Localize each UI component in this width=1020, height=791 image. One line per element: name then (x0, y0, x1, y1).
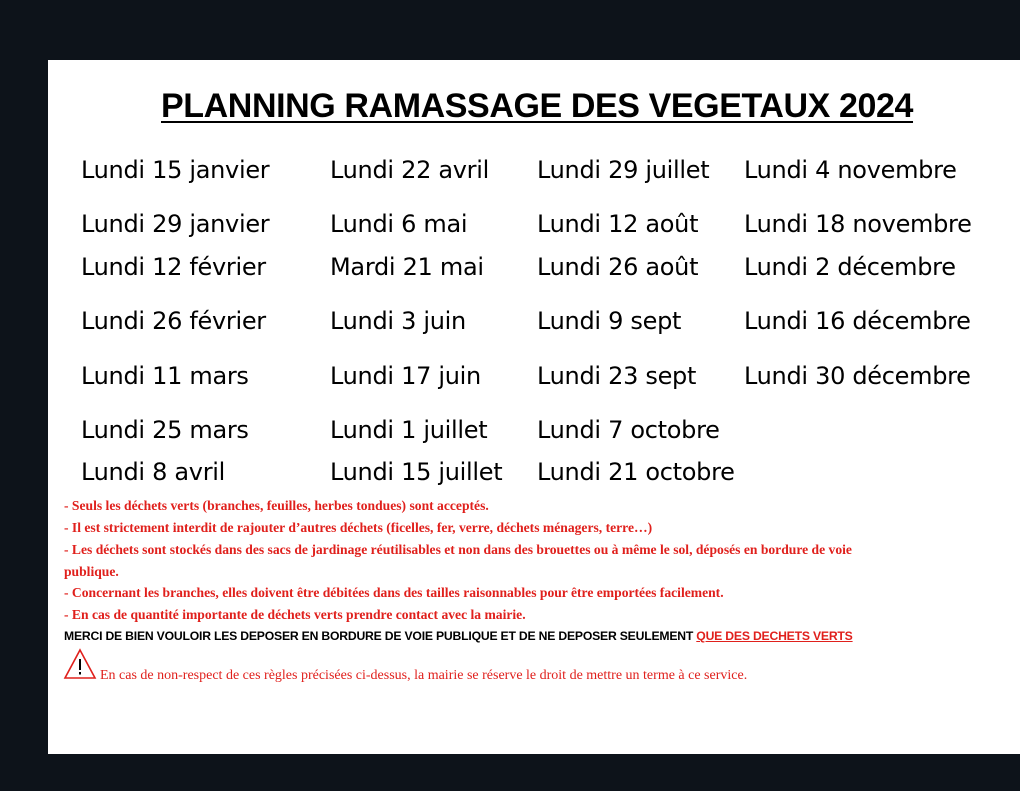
date-col2-row3: Mardi 21 mai (330, 253, 484, 281)
date-col3-row4: Lundi 9 sept (537, 307, 682, 335)
merci-highlight: QUE DES DECHETS VERTS (696, 629, 853, 643)
date-col2-row5: Lundi 17 juin (330, 362, 481, 390)
date-col3-row5: Lundi 23 sept (537, 362, 697, 390)
date-col3-row2: Lundi 12 août (537, 210, 699, 238)
date-col1-row1: Lundi 15 janvier (81, 156, 270, 184)
date-col1-row6: Lundi 25 mars (81, 416, 249, 444)
date-col3-row6: Lundi 7 octobre (537, 416, 720, 444)
date-col2-row4: Lundi 3 juin (330, 307, 466, 335)
date-col4-row5: Lundi 30 décembre (744, 362, 971, 390)
date-col4-row3: Lundi 2 décembre (744, 253, 956, 281)
rule-reusable-bags-continued: publique. (64, 564, 119, 579)
date-col2-row6: Lundi 1 juillet (330, 416, 488, 444)
date-col3-row3: Lundi 26 août (537, 253, 699, 281)
date-col4-row4: Lundi 16 décembre (744, 307, 971, 335)
date-col3-row1: Lundi 29 juillet (537, 156, 710, 184)
date-col1-row3: Lundi 12 février (81, 253, 266, 281)
date-col4-row2: Lundi 18 novembre (744, 210, 972, 238)
rule-green-waste-only: - Seuls les déchets verts (branches, feuilles, herbes tondues) sont acceptés. (64, 498, 489, 513)
date-col2-row7: Lundi 15 juillet (330, 458, 503, 486)
date-col1-row4: Lundi 26 février (81, 307, 266, 335)
rule-contact-mairie: - En cas de quantité importante de déchets verts prendre contact avec la mairie. (64, 607, 526, 622)
page-title: PLANNING RAMASSAGE DES VEGETAUX 2024 (161, 87, 914, 125)
merci-notice (64, 627, 853, 645)
date-col3-row7: Lundi 21 octobre (537, 458, 735, 486)
date-col2-row1: Lundi 22 avril (330, 156, 489, 184)
warning-text: En cas de non-respect de ces règles précisées ci-dessus, la mairie se réserve le droit de mettre un terme à ce service. (100, 668, 748, 683)
document-page (48, 60, 1020, 754)
date-col1-row5: Lundi 11 mars (81, 362, 249, 390)
warning-triangle-icon (63, 648, 97, 680)
date-col4-row1: Lundi 4 novembre (744, 156, 957, 184)
date-col2-row2: Lundi 6 mai (330, 210, 468, 238)
rule-no-other-waste: - Il est strictement interdit de rajouter d’autres déchets (ficelles, fer, verre, déchets ménagers, terre…) (64, 520, 653, 535)
date-col1-row7: Lundi 8 avril (81, 458, 226, 486)
rule-cut-branches: - Concernant les branches, elles doivent être débitées dans des tailles raisonnables pour être emportées facilement. (64, 585, 724, 600)
merci-text: MERCI DE BIEN VOULOIR LES DEPOSER EN BORDURE DE VOIE PUBLIQUE ET DE NE DEPOSER SEULEMENT (64, 629, 697, 643)
rule-reusable-bags: - Les déchets sont stockés dans des sacs de jardinage réutilisables et non dans des brouettes ou à même le sol, déposés en bordure de voie (64, 542, 852, 557)
date-col1-row2: Lundi 29 janvier (81, 210, 270, 238)
